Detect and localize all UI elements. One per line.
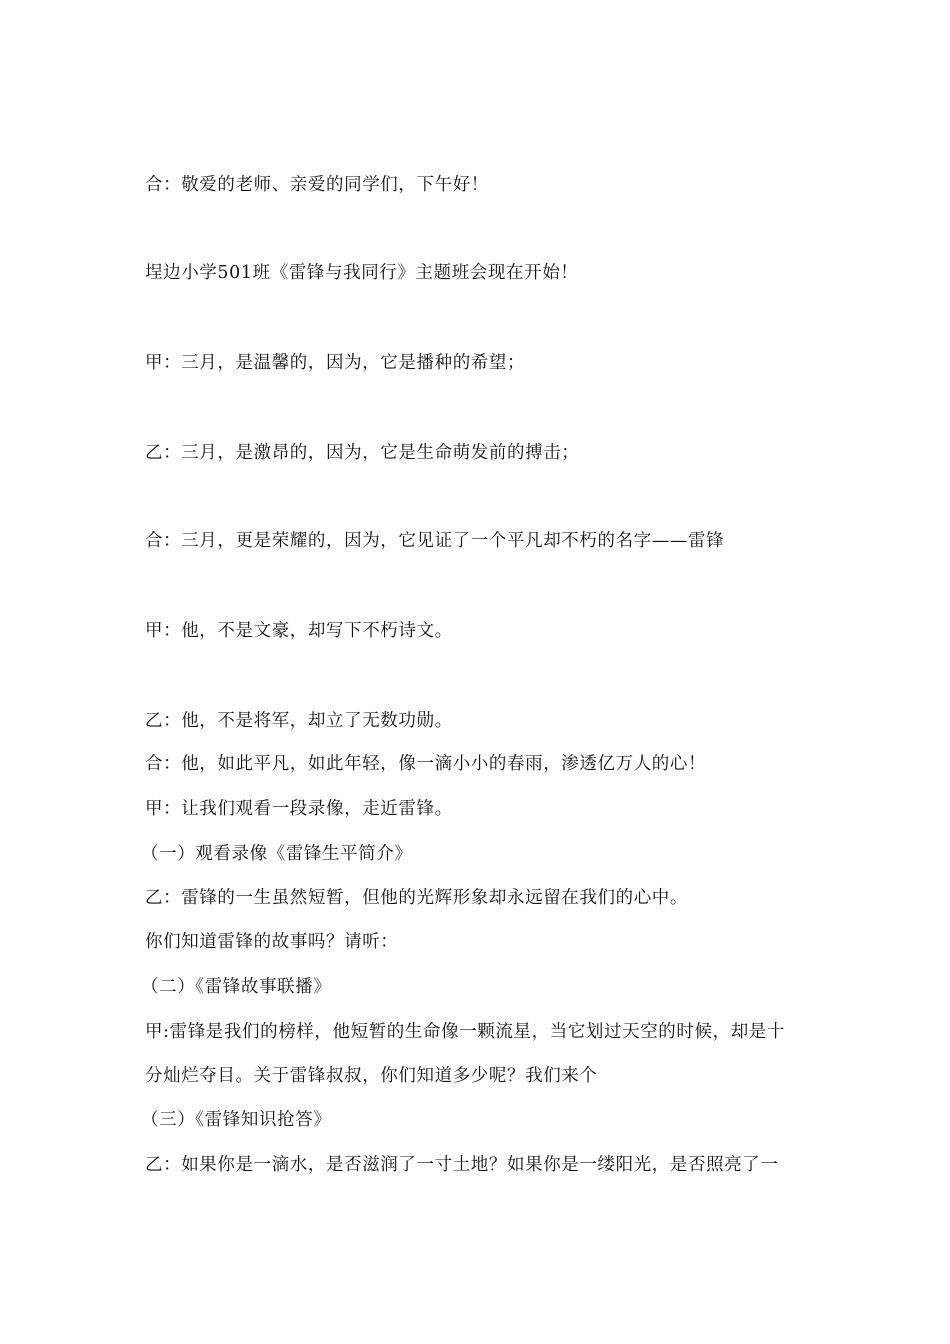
paragraph-yi-general: 乙：他，不是将军，却立了无数功勋。 — [145, 711, 453, 731]
paragraph-jia-role-model: 甲:雷锋是我们的榜样，他短暂的生命像一颗流星，当它划过天空的时候，却是十 — [145, 1022, 785, 1042]
paragraph-he-march: 合：三月，更是荣耀的，因为，它见证了一个平凡却不朽的名字——雷锋 — [145, 531, 725, 551]
paragraph-question: 你们知道雷锋的故事吗？请听： — [145, 932, 399, 952]
paragraph-jia-role-model-cont: 分灿烂夺目。关于雷锋叔叔，你们知道多少呢？我们来个 — [145, 1066, 598, 1086]
paragraph-opening: 埕边小学501班《雷锋与我同行》主题班会现在开始！ — [145, 263, 579, 283]
paragraph-greeting: 合：敬爱的老师、亲爱的同学们，下午好！ — [145, 175, 489, 195]
section-heading-2: （二）《雷锋故事联播》 — [141, 977, 332, 997]
paragraph-yi-march: 乙：三月，是激昂的，因为，它是生命萌发前的搏击； — [145, 443, 580, 463]
paragraph-yi-life: 乙：雷锋的一生虽然短暂，但他的光辉形象却永远留在我们的心中。 — [145, 888, 688, 908]
section-heading-1: （一）观看录像《雷锋生平简介》 — [141, 844, 413, 864]
paragraph-he-ordinary: 合：他，如此平凡，如此年轻，像一滴小小的春雨，渗透亿万人的心！ — [145, 754, 707, 774]
section-heading-3: （三）《雷锋知识抢答》 — [141, 1110, 332, 1130]
paragraph-yi-water: 乙：如果你是一滴水，是否滋润了一寸土地？如果你是一缕阳光，是否照亮了一 — [145, 1155, 779, 1175]
paragraph-jia-video: 甲：让我们观看一段录像，走近雷锋。 — [145, 799, 453, 819]
paragraph-jia-march: 甲：三月，是温馨的，因为，它是播种的希望； — [145, 353, 526, 373]
paragraph-jia-poet: 甲：他，不是文豪，却写下不朽诗文。 — [145, 621, 453, 641]
